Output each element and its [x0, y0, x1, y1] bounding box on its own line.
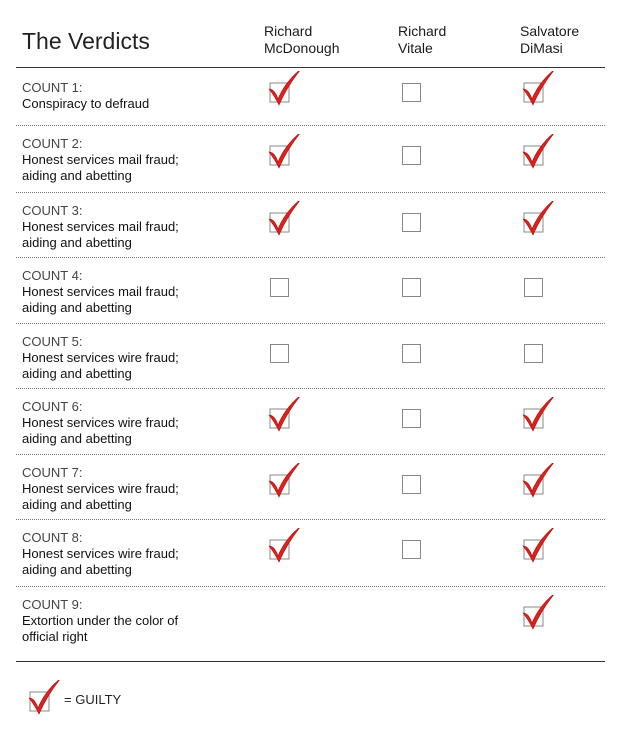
count-row	[16, 193, 605, 258]
guilty-check-icon	[520, 463, 560, 503]
count-description: Honest services mail fraud; aiding and abetting	[22, 284, 179, 315]
empty-checkbox	[270, 344, 289, 363]
legend-text: = GUILTY	[64, 692, 122, 707]
empty-checkbox	[402, 83, 421, 102]
count-description: Honest services mail fraud; aiding and abetting	[22, 152, 179, 183]
empty-checkbox	[270, 278, 289, 297]
guilty-check-icon	[520, 397, 560, 437]
count-row	[16, 455, 605, 520]
count-label: COUNT 7:	[22, 465, 83, 480]
guilty-check-icon	[266, 397, 306, 437]
count-description: Honest services wire fraud; aiding and abetting	[22, 546, 179, 577]
empty-checkbox	[524, 344, 543, 363]
guilty-check-icon	[266, 463, 306, 503]
guilty-check-icon	[266, 71, 306, 111]
count-description: Honest services wire fraud; aiding and abetting	[22, 481, 179, 512]
count-description: Honest services wire fraud; aiding and abetting	[22, 350, 179, 381]
count-label: COUNT 8:	[22, 530, 83, 545]
empty-checkbox	[402, 475, 421, 494]
empty-checkbox	[402, 540, 421, 559]
count-label: COUNT 5:	[22, 334, 83, 349]
guilty-check-icon	[266, 201, 306, 241]
count-label: COUNT 2:	[22, 136, 83, 151]
guilty-check-icon	[266, 528, 306, 568]
guilty-check-icon	[520, 134, 560, 174]
empty-checkbox	[402, 146, 421, 165]
count-row	[16, 520, 605, 587]
verdicts-title: The Verdicts	[22, 28, 150, 54]
count-label: COUNT 1:	[22, 80, 83, 95]
count-row	[16, 587, 605, 661]
count-label: COUNT 6:	[22, 399, 83, 414]
column-header-vitale: Richard Vitale	[398, 23, 447, 56]
count-row	[16, 258, 605, 324]
empty-checkbox	[402, 344, 421, 363]
empty-checkbox	[402, 278, 421, 297]
guilty-check-icon	[520, 528, 560, 568]
count-row	[16, 324, 605, 389]
legend-check-icon	[26, 680, 66, 725]
count-description: Honest services wire fraud; aiding and abetting	[22, 415, 179, 446]
guilty-check-icon	[520, 71, 560, 111]
count-description: Honest services mail fraud; aiding and abetting	[22, 219, 179, 250]
count-description: Extortion under the color of official right	[22, 613, 179, 644]
top-rule	[16, 67, 605, 68]
guilty-check-icon	[520, 201, 560, 241]
count-row	[16, 389, 605, 455]
count-row	[16, 70, 605, 126]
guilty-check-icon	[266, 134, 306, 174]
bottom-rule	[16, 661, 605, 662]
empty-checkbox	[402, 213, 421, 232]
column-header-mcdonough: Richard McDonough	[264, 23, 340, 56]
count-label: COUNT 3:	[22, 203, 83, 218]
count-label: COUNT 4:	[22, 268, 83, 283]
empty-checkbox	[524, 278, 543, 297]
count-description: Conspiracy to defraud	[22, 96, 150, 111]
guilty-check-icon	[520, 595, 560, 635]
count-label: COUNT 9:	[22, 597, 83, 612]
column-header-dimasi: Salvatore DiMasi	[520, 23, 580, 56]
empty-checkbox	[402, 409, 421, 428]
count-row	[16, 126, 605, 193]
